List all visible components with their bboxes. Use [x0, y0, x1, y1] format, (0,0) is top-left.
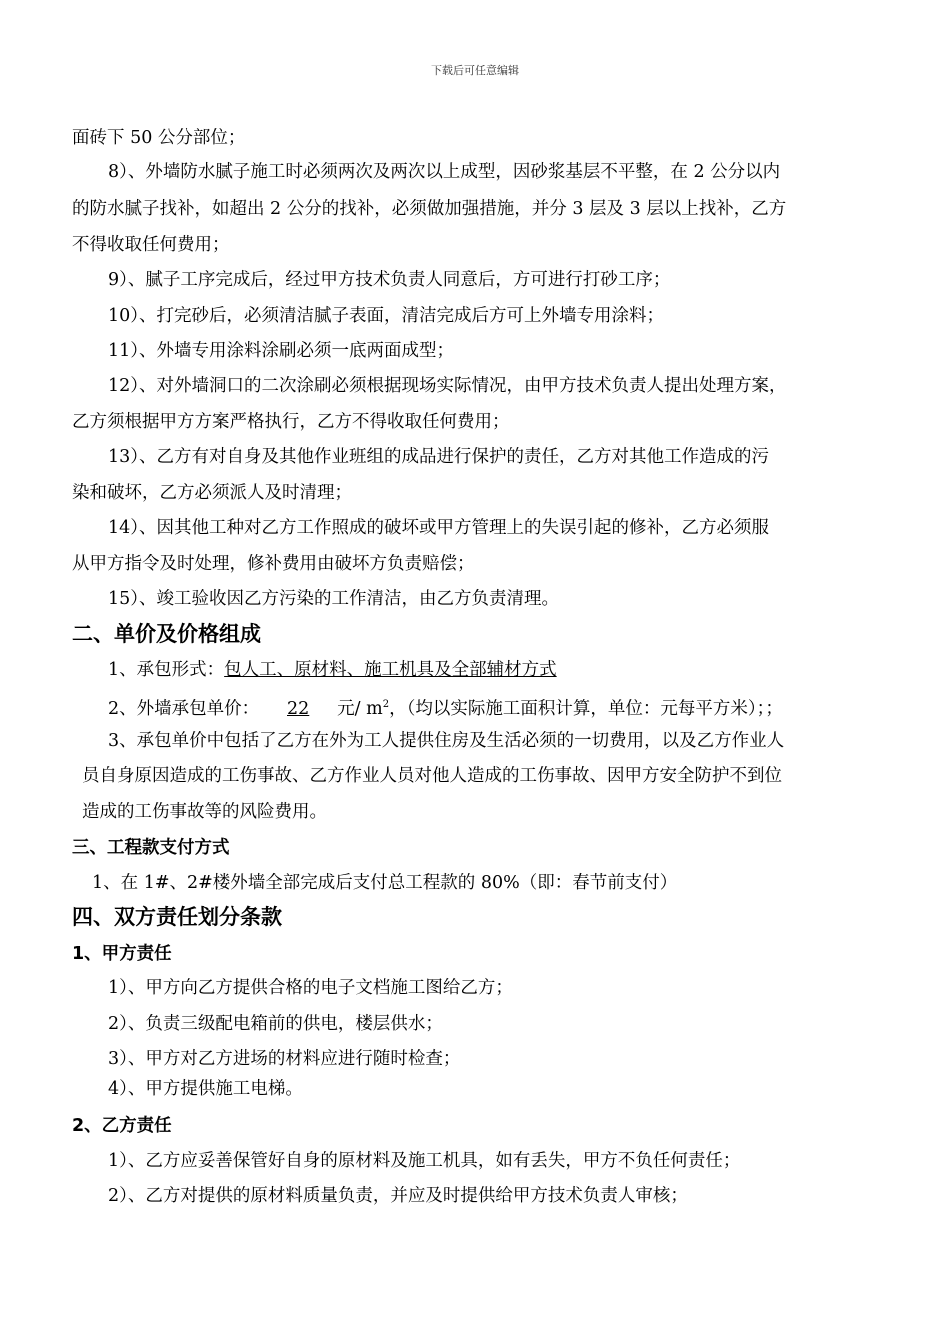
item-11: 11）、外墙专用涂料涂刷必须一底两面成型；: [108, 341, 455, 361]
party-b-item: 2）、乙方对提供的原材料质量负责，并应及时提供给甲方技术负责人审核；: [108, 1186, 688, 1206]
item-14-line-1: 14）、因其他工种对乙方工作照成的破坏或甲方管理上的失误引起的修补，乙方必须服: [108, 518, 770, 538]
item-13-line-2: 染和破坏，乙方必须派人及时清理；: [72, 483, 352, 503]
item-1-label: 1、承包形式：: [108, 660, 225, 680]
party-b-heading: 2、乙方责任: [72, 1116, 172, 1136]
item-9: 9）、腻子工序完成后，经过甲方技术负责人同意后，方可进行打砂工序；: [108, 270, 671, 290]
section-3-item-1: 1、在 1#、2#楼外墙全部完成后支付总工程款的 80%（即：春节前支付）: [92, 873, 678, 893]
section-3-heading: 三、工程款支付方式: [72, 838, 230, 858]
unit-price-value: 22: [287, 698, 310, 719]
item-12-line-1: 12）、对外墙洞口的二次涂刷必须根据现场实际情况，由甲方技术负责人提出处理方案，: [108, 376, 787, 396]
party-a-item: 3）、甲方对乙方进场的材料应进行随时检查；: [108, 1049, 461, 1069]
unit-price-unit: 元/ m: [337, 698, 383, 719]
item-8-line-3: 不得收取任何费用；: [72, 235, 230, 255]
section-4-heading: 四、双方责任划分条款: [72, 905, 282, 929]
item-13-line-1: 13）、乙方有对自身及其他作业班组的成品进行保护的责任，乙方对其他工作造成的污: [108, 447, 770, 467]
section-2-item-2: [108, 693, 783, 721]
item-2-label: 2、外墙承包单价：: [108, 698, 260, 719]
section-2-item-3-line-1: 3、承包单价中包括了乙方在外为工人提供住房及生活必须的一切费用，以及乙方作业人: [108, 731, 785, 751]
item-8-line-1: 8）、外墙防水腻子施工时必须两次及两次以上成型，因砂浆基层不平整，在 2 公分以内: [108, 162, 781, 182]
party-a-heading: 1、甲方责任: [72, 944, 172, 964]
party-a-item: 1）、甲方向乙方提供合格的电子文档施工图给乙方；: [108, 978, 513, 998]
section-2-item-3-line-3: 造成的工伤事故等的风险费用。: [82, 802, 327, 822]
item-1-value: 包人工、原材料、施工机具及全部辅材方式: [224, 660, 557, 680]
party-a-item: 2）、负责三级配电箱前的供电，楼层供水；: [108, 1014, 443, 1034]
page-header-note: 下载后可任意编辑: [431, 64, 519, 77]
item-14-line-2: 从甲方指令及时处理，修补费用由破坏方负责赔偿；: [72, 554, 475, 574]
party-b-item: 1）、乙方应妥善保管好自身的原材料及施工机具，如有丢失，甲方不负任何责任；: [108, 1151, 741, 1171]
section-2-heading: 二、单价及价格组成: [72, 622, 261, 646]
item-12-line-2: 乙方须根据甲方方案严格执行，乙方不得收取任何费用；: [72, 412, 510, 432]
section-2-item-1: [108, 658, 557, 682]
party-a-item: 4）、甲方提供施工电梯。: [108, 1079, 303, 1099]
unit-price-note: ，（均以实际施工面积计算，单位：元每平方米）；；: [389, 698, 783, 719]
text-line: 面砖下 50 公分部位；: [72, 128, 246, 148]
item-15: 15）、竣工验收因乙方污染的工作清洁，由乙方负责清理。: [108, 589, 560, 609]
section-2-item-3-line-2: 员自身原因造成的工伤事故、乙方作业人员对他人造成的工伤事故、因甲方安全防护不到位: [82, 766, 782, 786]
unit-price-superscript: 2: [382, 699, 390, 710]
item-8-line-2: 的防水腻子找补，如超出 2 公分的找补，必须做加强措施，并分 3 层及 3 层以上找补，乙方: [72, 199, 787, 219]
item-10: 10）、打完砂后，必须清洁腻子表面，清洁完成后方可上外墙专用涂料；: [108, 306, 665, 326]
